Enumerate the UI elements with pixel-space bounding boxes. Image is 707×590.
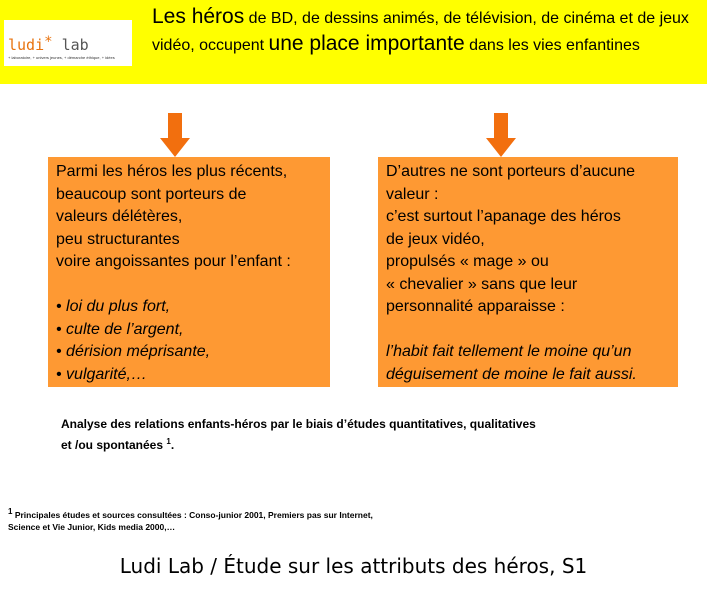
right-line-4: de jeux vidéo, xyxy=(386,230,485,248)
footnote xyxy=(8,506,528,533)
left-bullet-1: • loi du plus fort, xyxy=(56,298,171,315)
logo-word-lab: lab xyxy=(61,36,89,54)
analysis-note xyxy=(61,416,661,454)
right-line-2: valeur : xyxy=(386,185,439,203)
valueless-heroes-box xyxy=(378,157,678,387)
left-line-4: peu structurantes xyxy=(56,230,180,248)
analysis-line-2-text: et /ou spontanées xyxy=(61,438,167,452)
headline-emphasis-heros: Les héros xyxy=(152,5,245,28)
header-banner xyxy=(0,0,707,84)
analysis-line-2-end: . xyxy=(170,438,175,452)
headline-emphasis-place: une place importante xyxy=(268,32,465,55)
logo-star-icon: * xyxy=(44,34,53,50)
headline xyxy=(152,4,702,58)
down-arrow-icon-left xyxy=(160,113,190,157)
logo-tagline: + laboratoire, + univers jeunes, + démarche éthique, + idées xyxy=(8,55,115,60)
footnote-line-1 xyxy=(8,506,528,521)
right-quote-2: déguisement de moine le fait aussi. xyxy=(386,365,637,383)
right-line-5: propulsés « mage » ou xyxy=(386,253,549,270)
headline-text-2: dans les vies enfantines xyxy=(464,37,640,54)
right-line-7: personnalité apparaisse : xyxy=(386,298,565,315)
analysis-line-2 xyxy=(61,433,661,454)
footnote-line-2: Science et Vie Junior, Kids media 2000,… xyxy=(8,521,176,532)
footnote-number: 1 xyxy=(8,507,13,516)
footnote-marker: 1 xyxy=(166,437,171,446)
left-bullet-3: • dérision méprisante, xyxy=(56,343,211,360)
left-line-1: Parmi les héros les plus récents, xyxy=(56,163,288,180)
left-spacer xyxy=(56,274,330,297)
footer-title: Ludi Lab / Étude sur les attributs des héros, S1 xyxy=(119,554,588,578)
down-arrow-icon-right xyxy=(486,113,516,157)
recent-heroes-box xyxy=(48,157,330,387)
right-line-3: c’est surtout l’apanage des héros xyxy=(386,208,621,225)
right-line-6: « chevalier » sans que leur xyxy=(386,275,578,293)
left-line-5: voire angoissantes pour l’enfant : xyxy=(56,253,291,270)
analysis-line-1: Analyse des relations enfants-héros par le biais d’études quantitatives, qualitatives xyxy=(61,417,536,431)
left-line-2: beaucoup sont porteurs de xyxy=(56,185,247,203)
left-bullet-2: • culte de l’argent, xyxy=(56,320,184,338)
ludi-lab-logo xyxy=(4,20,132,66)
right-spacer xyxy=(386,319,678,342)
left-line-3: valeurs délétères, xyxy=(56,208,183,225)
right-line-1: D’autres ne sont porteurs d’aucune xyxy=(386,163,636,180)
footnote-line-1-text: Principales études et sources consultées : Conso-junior 2001, Premiers pas sur Internet, xyxy=(12,509,373,520)
logo-word-ludi: ludi xyxy=(8,36,45,54)
headline-text-1: de BD, de dessins animés, de télévision, de cinéma et de jeux vidéo, occupent xyxy=(152,10,689,54)
left-bullet-4: • vulgarité,… xyxy=(56,365,147,383)
logo-wordmark xyxy=(8,34,89,54)
right-quote-1: l’habit fait tellement le moine qu’un xyxy=(386,343,632,360)
